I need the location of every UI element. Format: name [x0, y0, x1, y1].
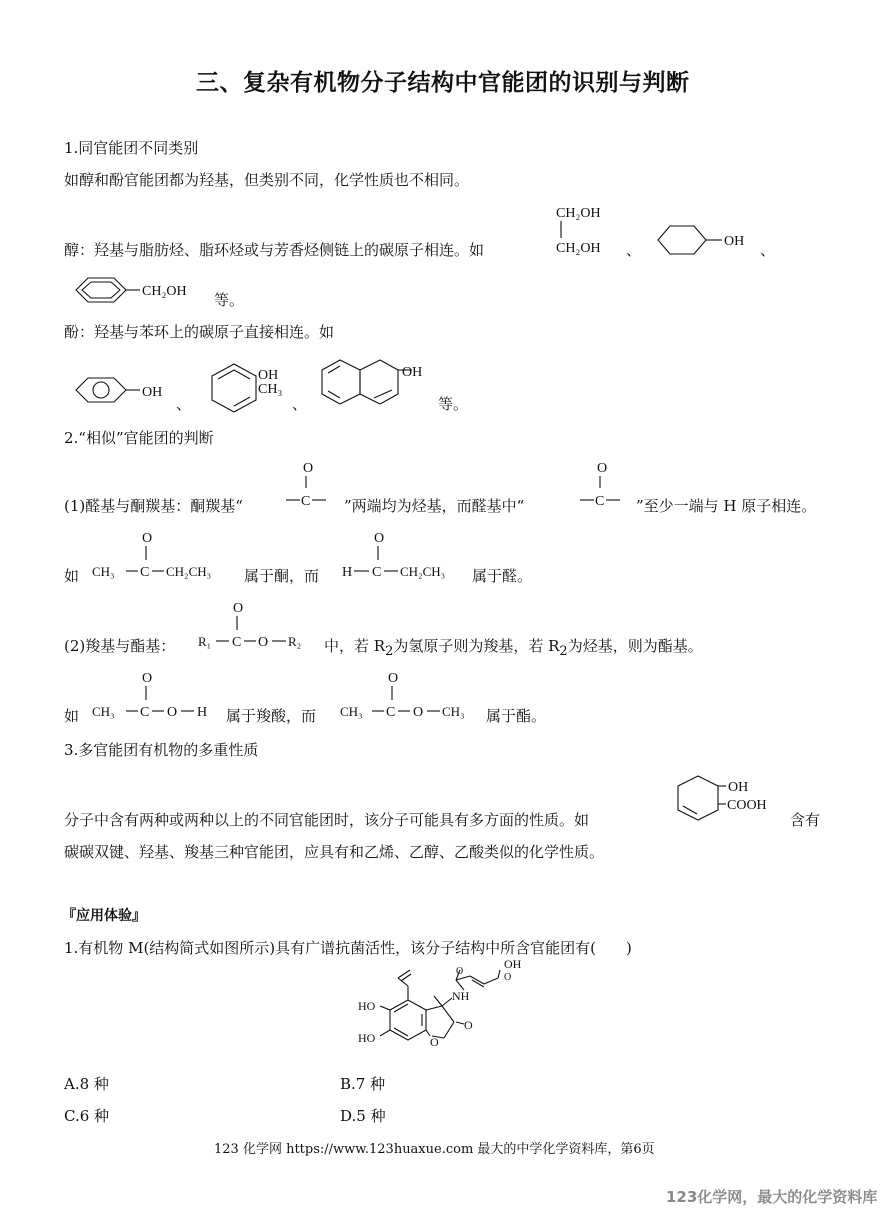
methyl-acetate-structure: [338, 668, 488, 720]
alcohol-definition: 醇：羟基与脂肪烃、脂环烃或与芳香烃侧链上的碳原子相连。如: [64, 241, 485, 259]
svg-text:O: O: [167, 705, 178, 720]
svg-text:O: O: [142, 531, 153, 546]
option-a[interactable]: A.8 种: [64, 1075, 109, 1093]
svg-text:CH₃: CH₃: [258, 382, 283, 397]
svg-text:O: O: [456, 966, 464, 977]
carboxyl-ester-text-b: 中，若 $R_2$为氢原子则为羧基，若 $R_2$为烃基，则为酯基。: [324, 637, 703, 659]
svg-text:CH₃: CH₃: [92, 704, 115, 719]
svg-text:OH: OH: [142, 385, 163, 400]
option-b[interactable]: B.7 种: [340, 1075, 386, 1093]
svg-text:CH₂OH: CH₂OH: [556, 241, 601, 256]
svg-text:CH₂CH₃: CH₂CH₃: [400, 564, 446, 579]
carbonyl-structure: [578, 458, 628, 508]
multi-functional-text-a: 分子中含有两种或两种以上的不同官能团时，该分子可能具有多方面的性质。如: [64, 811, 590, 829]
svg-text:CH₃: CH₃: [92, 564, 115, 579]
aldehyde-example-text: 属于醛。: [472, 567, 533, 585]
svg-text:R₁: R₁: [198, 634, 212, 649]
ketone-example-text: 属于酮，而: [244, 567, 320, 585]
svg-text:OH: OH: [728, 780, 749, 795]
etc-1: 等。: [214, 291, 245, 309]
separator: 、: [176, 395, 192, 413]
example-label: 如: [64, 567, 80, 585]
svg-text:OH: OH: [724, 234, 745, 249]
ketone-aldehyde-text-c: ”至少一端与 H 原子相连。: [636, 497, 817, 515]
application-label: 『应用体验』: [62, 908, 146, 924]
carboxyl-ester-text-a: (2)羧基与酯基：: [64, 637, 176, 655]
separator: 、: [760, 241, 776, 259]
section-heading-3: 3.多官能团有机物的多重性质: [64, 741, 259, 759]
option-c[interactable]: C.6 种: [64, 1107, 110, 1125]
section-heading-2: 2.“相似”官能团的判断: [64, 429, 214, 447]
generic-ester-structure: [196, 598, 326, 650]
svg-text:O: O: [430, 1035, 439, 1049]
svg-text:O: O: [303, 461, 314, 476]
svg-text:OH: OH: [504, 957, 522, 971]
svg-text:HO: HO: [358, 1031, 376, 1045]
svg-text:C: C: [372, 565, 382, 580]
svg-text:NH: NH: [452, 989, 470, 1003]
ketone-aldehyde-text-b: ”两端均为烃基，而醛基中“: [344, 497, 525, 515]
svg-text:O: O: [597, 461, 608, 476]
svg-text:C: C: [595, 494, 605, 509]
svg-text:O: O: [413, 705, 424, 720]
svg-text:H: H: [342, 565, 353, 580]
butanone-structure: [90, 528, 240, 580]
o-cresol-structure: [204, 360, 304, 420]
section-heading-1: 1.同官能团不同类别: [64, 139, 199, 157]
svg-text:CH₃: CH₃: [340, 704, 363, 719]
separator: 、: [626, 241, 642, 259]
multi-functional-text-b: 含有: [790, 811, 821, 829]
svg-text:C: C: [232, 635, 242, 650]
svg-text:CH₃: CH₃: [442, 704, 465, 719]
svg-text:COOH: COOH: [727, 798, 767, 813]
svg-text:CH₂OH: CH₂OH: [142, 284, 187, 299]
svg-text:C: C: [386, 705, 396, 720]
page-footer: 123 化学网 https://www.123huaxue.com 最大的中学化学资料库，第6页: [214, 1142, 655, 1157]
svg-text:O: O: [388, 671, 399, 686]
benzyl-alcohol-structure: [72, 274, 212, 314]
svg-text:HO: HO: [358, 999, 376, 1013]
page-title: 三、复杂有机物分子结构中官能团的识别与判断: [196, 69, 690, 96]
ethylene-glycol-structure: [552, 200, 622, 260]
multi-functional-text-c: 碳碳双键、羟基、羧基三种官能团，应具有和乙烯、乙醇、乙酸类似的化学性质。: [64, 843, 605, 861]
watermark: 123化学网，最大的化学资料库: [666, 1188, 878, 1206]
naphthol-structure: [320, 356, 440, 416]
svg-text:O: O: [142, 671, 153, 686]
question-1: 1.有机物 M(结构简式如图所示)具有广谱抗菌活性，该分子结构中所含官能团有( ): [64, 939, 632, 957]
cyclohexanol-structure: [652, 222, 762, 262]
example-label: 如: [64, 707, 80, 725]
svg-text:H: H: [197, 705, 208, 720]
propanal-structure: [340, 528, 470, 580]
svg-text:O: O: [504, 972, 512, 983]
acid-example-text: 属于羧酸，而: [226, 707, 317, 725]
acetic-acid-structure: [90, 668, 230, 720]
svg-text:O: O: [464, 1018, 473, 1032]
svg-text:C: C: [301, 494, 311, 509]
compound-m-structure: [358, 957, 544, 1066]
ketone-aldehyde-text-a: (1)醛基与酮羰基：酮羰基“: [64, 497, 243, 515]
svg-text:C: C: [140, 705, 150, 720]
carbonyl-structure: [284, 458, 334, 508]
etc-2: 等。: [438, 395, 469, 413]
svg-text:CH₂OH: CH₂OH: [556, 206, 601, 221]
svg-text:OH: OH: [258, 368, 279, 383]
cyclohexene-hydroxy-acid-structure: [672, 772, 782, 828]
svg-text:R₂: R₂: [288, 634, 302, 649]
option-d[interactable]: D.5 种: [340, 1107, 386, 1125]
svg-text:CH₂CH₃: CH₂CH₃: [166, 564, 212, 579]
section-1-intro: 如醇和酚官能团都为羟基，但类别不同，化学性质也不相同。: [64, 171, 470, 189]
svg-text:C: C: [140, 565, 150, 580]
ester-example-text: 属于酯。: [486, 707, 547, 725]
phenol-structure: [72, 374, 182, 414]
separator: 、: [292, 395, 308, 413]
svg-text:O: O: [233, 601, 244, 616]
svg-text:O: O: [258, 635, 269, 650]
svg-text:OH: OH: [402, 365, 423, 380]
phenol-definition: 酚：羟基与苯环上的碳原子直接相连。如: [64, 323, 335, 341]
svg-text:O: O: [374, 531, 385, 546]
